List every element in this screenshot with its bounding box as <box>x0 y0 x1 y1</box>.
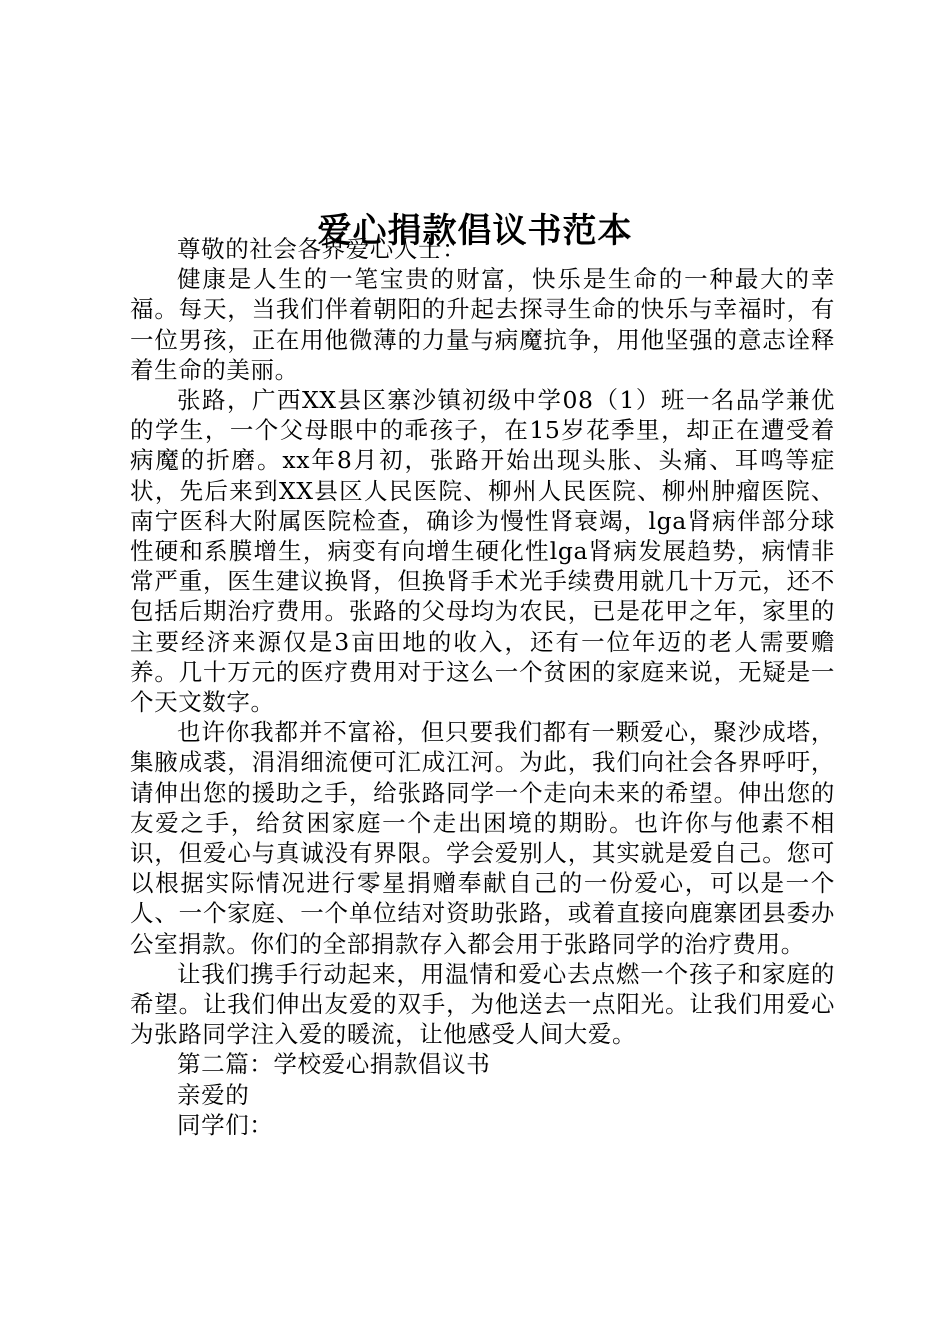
section-heading: 第二篇：学校爱心捐款倡议书 <box>177 1050 491 1079</box>
paragraph-intro: 健康是人生的一笔宝贵的财富，快乐是生命的一种最大的幸福。每天，当我们伴着朝阳的升起去探寻生命的快乐与幸福时，有一位男孩，正在用他微薄的力量与病魔抗争，用他坚强的意志诠释着生命的美丽。 <box>130 265 835 384</box>
salutation: 尊敬的社会各界爱心人士： <box>177 235 467 263</box>
paragraph-appeal: 也许你我都并不富裕，但只要我们都有一颗爱心，聚沙成塔，集腋成裘，涓涓细流便可汇成江河。为此，我们向社会各界呼吁，请伸出您的援助之手，给张路同学一个走向未来的希望。伸出您的友爱之手，给贫困家庭一个走出困境的期盼。也许你与他素不相识，但爱心与真诚没有界限。学会爱别人，其实就是爱自己。您可以根据实际情况进行零星捐赠奉献自己的一份爱心，可以是一个人、一个家庭、一个单位结对资助张路，或着直接向鹿寨团县委办公室捐款。你们的全部捐款存入都会用于张路同学的治疗费用。 <box>130 718 835 958</box>
document-body <box>130 234 835 1140</box>
paragraph-background: 张路，广西XX县区寨沙镇初级中学08（1）班一名品学兼优的学生，一个父母眼中的乖孩子，在15岁花季里，却正在遭受着病魔的折磨。xx年8月初，张路开始出现头胀、头痛、耳鸣等症状，先后来到XX县区人民医院、柳州人民医院、柳州肿瘤医院、南宁医科大附属医院检查，确诊为慢性肾衰竭，lga肾病伴部分球性硬和系膜增生，病变有向增生硬化性lga肾病发展趋势，病情非常严重，医生建议换肾，但换肾手术光手续费用就几十万元，还不包括后期治疗费用。张路的父母均为农民，已是花甲之年，家里的主要经济来源仅是3亩田地的收入，还有一位年迈的老人需要赡养。几十万元的医疗费用对于这么一个贫困的家庭来说，无疑是一个天文数字。 <box>130 386 835 717</box>
greeting-line-1: 亲爱的 <box>177 1080 250 1109</box>
paragraph-closing: 让我们携手行动起来，用温情和爱心去点燃一个孩子和家庭的希望。让我们伸出友爱的双手，为他送去一点阳光。让我们用爱心为张路同学注入爱的暖流，让他感受人间大爱。 <box>130 959 835 1049</box>
greeting-line-2: 同学们： <box>177 1110 274 1139</box>
document-title: 爱心捐款倡议书范本 <box>317 210 633 251</box>
